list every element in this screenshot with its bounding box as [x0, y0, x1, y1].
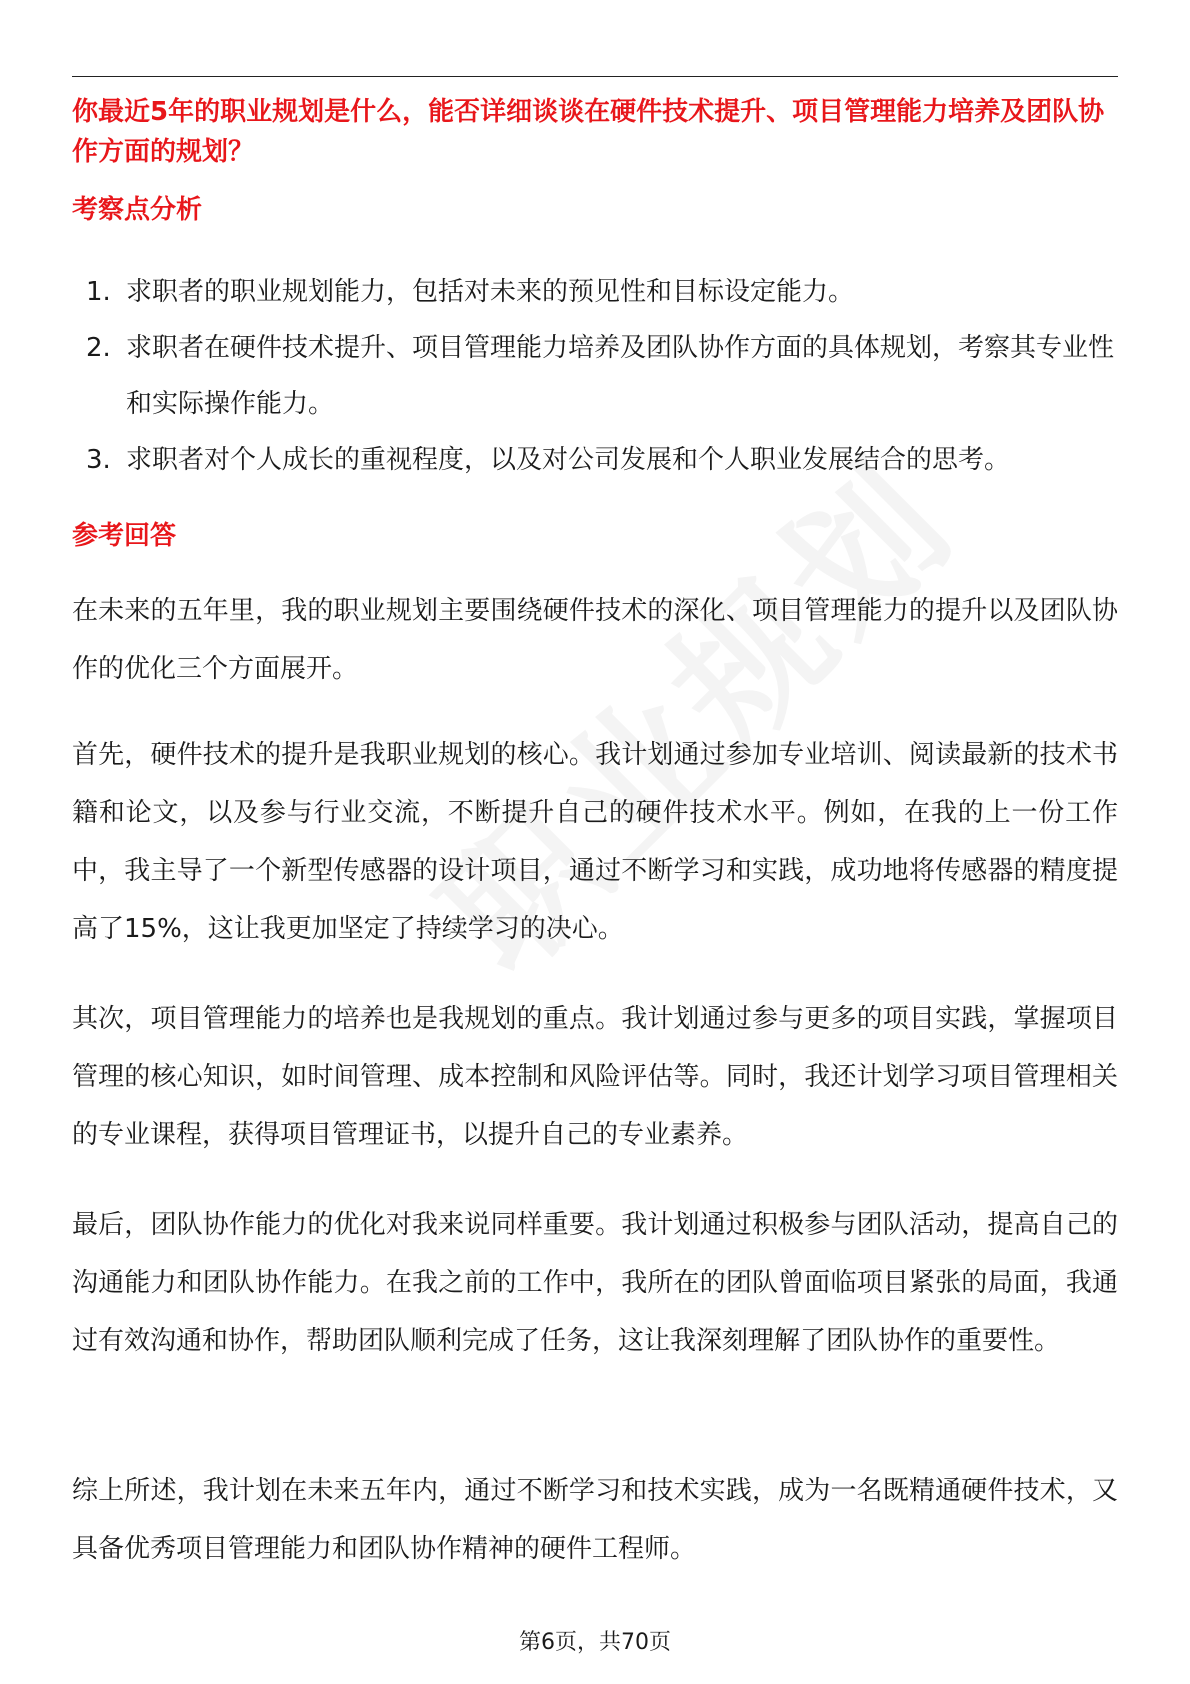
list-item-number: 2. — [86, 333, 111, 363]
list-item — [72, 264, 1118, 320]
answer-heading: 参考回答 — [72, 521, 177, 551]
answer-paragraph: 最后，团队协作能力的优化对我来说同样重要。我计划通过积极参与团队活动，提高自己的沟通能力和团队协作能力。在我之前的工作中，我所在的团队曾面临项目紧张的局面，我通过有效沟通和协作，帮助团队顺利完成了任务，这让我深刻理解了团队协作的重要性。 — [72, 1210, 1118, 1356]
top-divider — [72, 76, 1118, 77]
answer-paragraph: 综上所述，我计划在未来五年内，通过不断学习和技术实践，成为一名既精通硬件技术，又具备优秀项目管理能力和团队协作精神的硬件工程师。 — [72, 1476, 1118, 1564]
answer-paragraph: 在未来的五年里，我的职业规划主要围绕硬件技术的深化、项目管理能力的提升以及团队协作的优化三个方面展开。 — [72, 596, 1118, 684]
list-item-text: 求职者在硬件技术提升、项目管理能力培养及团队协作方面的具体规划，考察其专业性和实际操作能力。 — [126, 333, 1115, 419]
list-item — [72, 320, 1118, 432]
question-title: 你最近5年的职业规划是什么，能否详细谈谈在硬件技术提升、项目管理能力培养及团队协作方面的规划？ — [72, 97, 1105, 167]
list-item-number: 1. — [86, 277, 111, 307]
page-footer: 第6页，共70页 — [519, 1630, 671, 1655]
analysis-list — [72, 264, 1118, 488]
answer-paragraph: 其次，项目管理能力的培养也是我规划的重点。我计划通过参与更多的项目实践，掌握项目管理的核心知识，如时间管理、成本控制和风险评估等。同时，我还计划学习项目管理相关的专业课程，获得项目管理证书，以提升自己的专业素养。 — [72, 1004, 1118, 1150]
analysis-heading: 考察点分析 — [72, 195, 203, 225]
list-item-text: 求职者对个人成长的重视程度，以及对公司发展和个人职业发展结合的思考。 — [126, 445, 1011, 475]
list-item — [72, 432, 1118, 488]
answer-paragraph: 首先，硬件技术的提升是我职业规划的核心。我计划通过参加专业培训、阅读最新的技术书籍和论文，以及参与行业交流，不断提升自己的硬件技术水平。例如，在我的上一份工作中，我主导了一个新型传感器的设计项目，通过不断学习和实践，成功地将传感器的精度提高了15%，这让我更加坚定了持续学习的决心。 — [72, 740, 1118, 944]
list-item-text: 求职者的职业规划能力，包括对未来的预见性和目标设定能力。 — [126, 277, 855, 307]
list-item-number: 3. — [86, 445, 111, 475]
